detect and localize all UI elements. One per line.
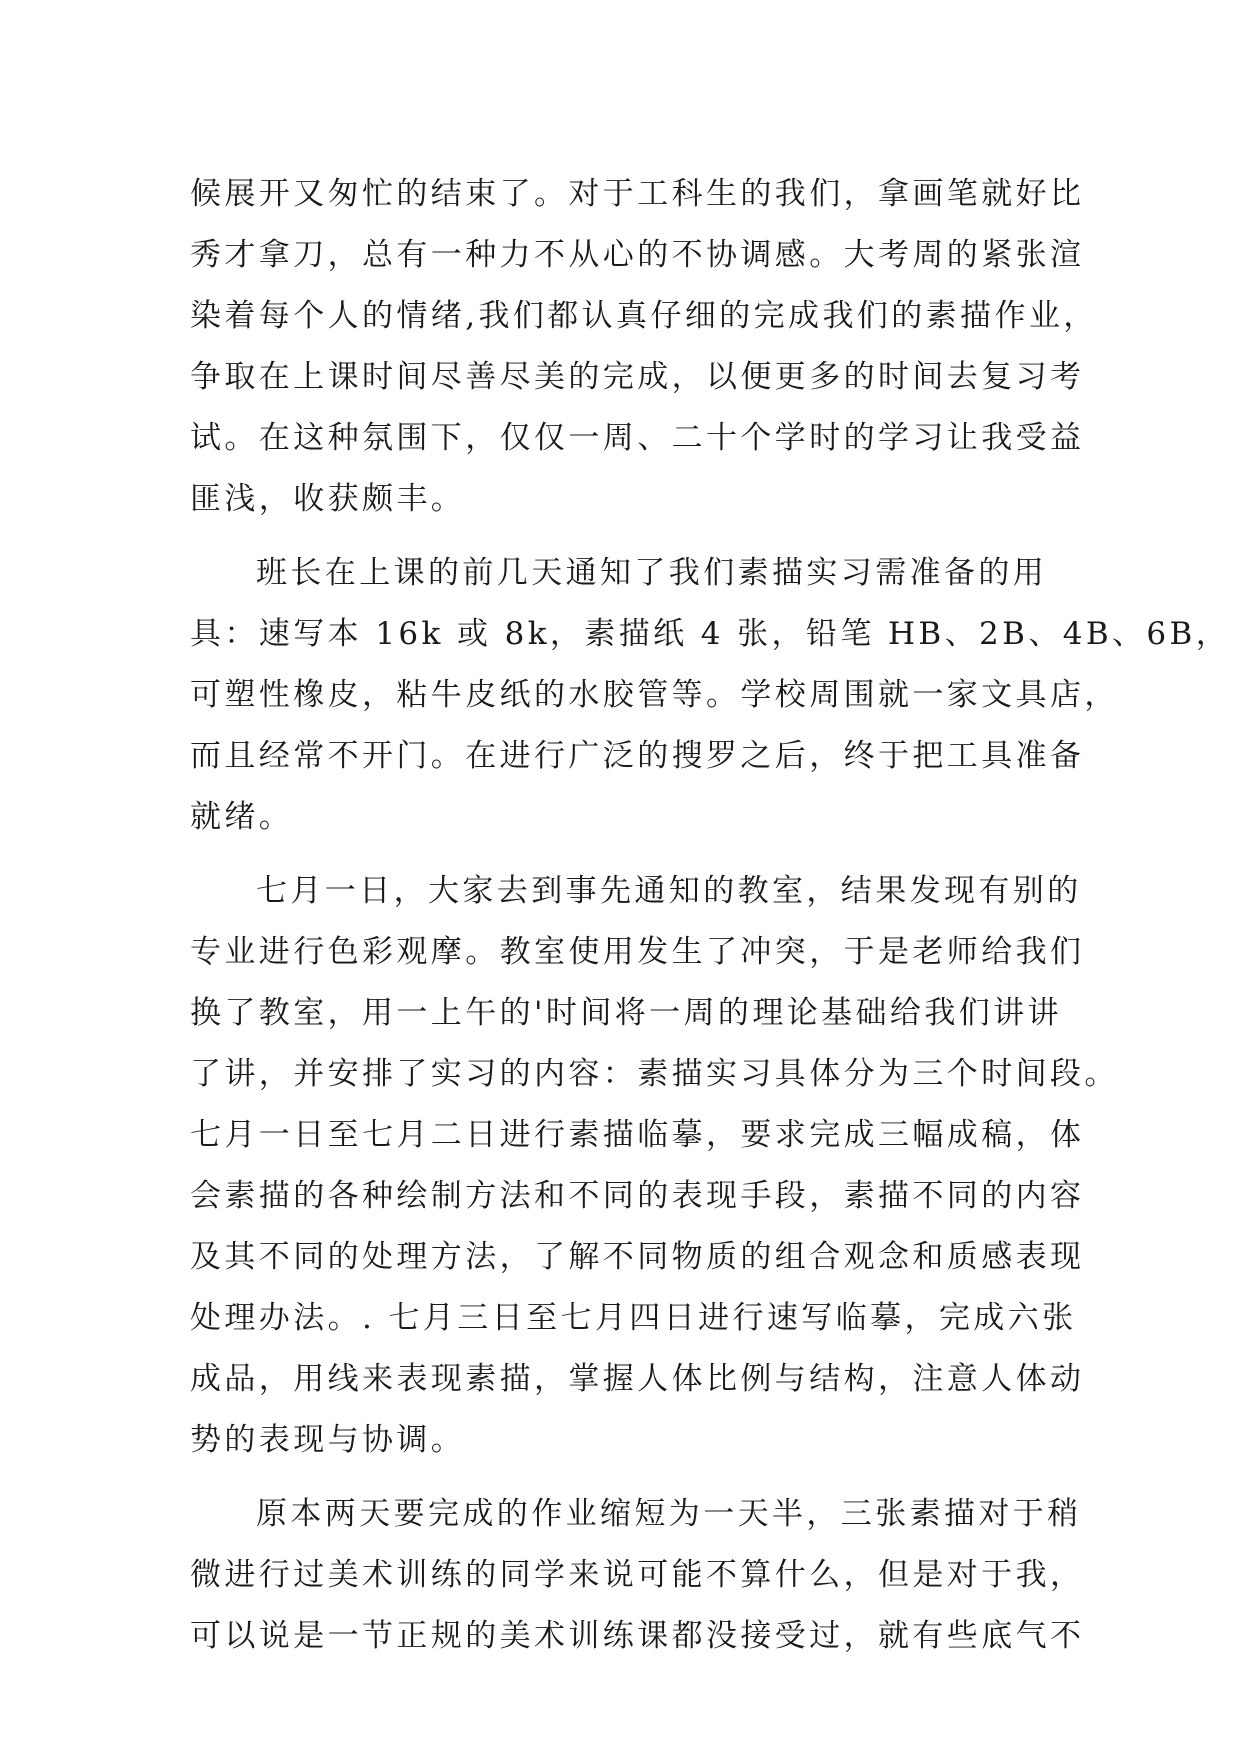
paragraph-3 — [190, 861, 1119, 1471]
text-line: 七月一日至七月二日进行素描临摹，要求完成三幅成稿，体 — [190, 1117, 1085, 1153]
text-line: 试。在这种氛围下，仅仅一周、二十个学时的学习让我受益 — [190, 420, 1085, 456]
text-line: 秀才拿刀，总有一种力不从心的不协调感。大考周的紧张渲 — [190, 237, 1085, 273]
text-line: 染着每个人的情绪,我们都认真仔细的完成我们的素描作业， — [190, 298, 1098, 334]
text-line: 处理办法。. 七月三日至七月四日进行速写临摹，完成六张 — [190, 1300, 1077, 1336]
paragraph-2 — [190, 543, 1231, 848]
text-line: 具：速写本 16k 或 8k，素描纸 4 张，铅笔 HB、2B、4B、6B， — [190, 616, 1231, 652]
text-line: 会素描的各种绘制方法和不同的表现手段，素描不同的内容 — [190, 1178, 1085, 1214]
text-line: 七月一日，大家去到事先通知的教室，结果发现有别的 — [256, 873, 1082, 909]
text-line: 微进行过美术训练的同学来说可能不算什么，但是对于我， — [190, 1557, 1085, 1593]
text-line: 匪浅，收获颇丰。 — [190, 481, 466, 517]
text-line: 争取在上课时间尽善尽美的完成，以便更多的时间去复习考 — [190, 359, 1085, 395]
paragraph-1 — [190, 164, 1098, 530]
text-line: 了讲，并安排了实习的内容：素描实习具体分为三个时间段。 — [190, 1056, 1119, 1092]
text-line: 换了教室，用一上午的'时间将一周的理论基础给我们讲讲 — [190, 995, 1062, 1031]
text-line: 专业进行色彩观摩。教室使用发生了冲突，于是老师给我们 — [190, 934, 1085, 970]
text-line: 就绪。 — [190, 799, 294, 835]
text-line: 可塑性橡皮，粘牛皮纸的水胶管等。学校周围就一家文具店， — [190, 677, 1119, 713]
text-line: 势的表现与协调。 — [190, 1422, 466, 1458]
text-line: 及其不同的处理方法，了解不同物质的组合观念和质感表现 — [190, 1239, 1085, 1275]
text-line: 成品，用线来表现素描，掌握人体比例与结构，注意人体动 — [190, 1361, 1085, 1397]
text-line: 原本两天要完成的作业缩短为一天半，三张素描对于稍 — [256, 1496, 1082, 1532]
paragraph-4 — [190, 1484, 1090, 1667]
text-line: 而且经常不开门。在进行广泛的搜罗之后，终于把工具准备 — [190, 738, 1085, 774]
text-line: 班长在上课的前几天通知了我们素描实习需准备的用 — [256, 555, 1048, 591]
document-body — [190, 164, 1231, 1667]
text-line: 候展开又匆忙的结束了。对于工科生的我们，拿画笔就好比 — [190, 176, 1085, 212]
text-line: 可以说是一节正规的美术训练课都没接受过，就有些底气不 — [190, 1618, 1085, 1654]
